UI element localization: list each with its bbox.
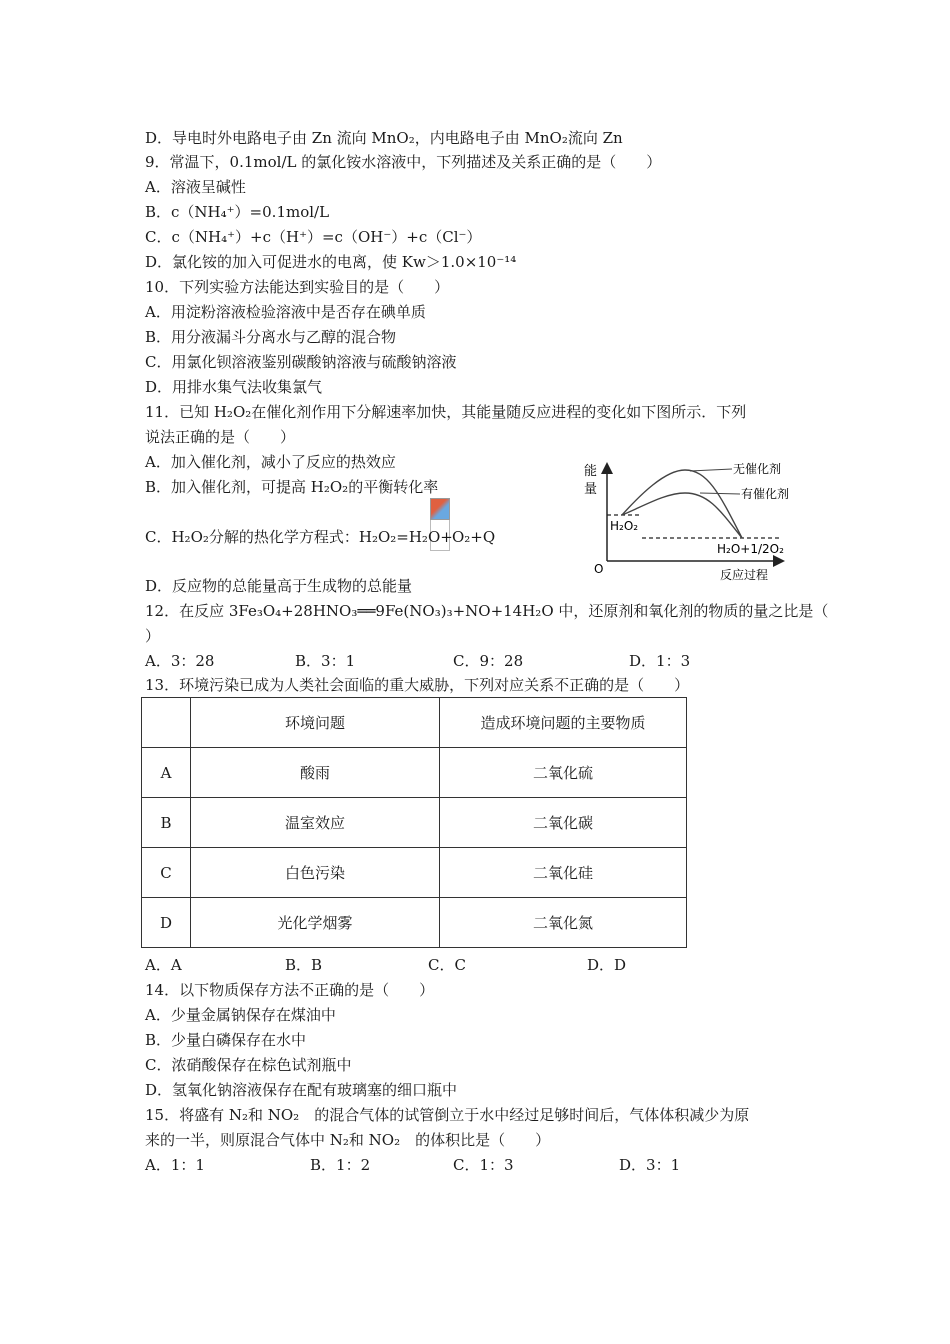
- q15-option-d: D．3：1: [619, 1156, 681, 1174]
- q15-option-a: A．1：1: [145, 1156, 205, 1174]
- q14-option-b: B．少量白磷保存在水中: [145, 1031, 307, 1049]
- q10-option-b: B．用分液漏斗分离水与乙醇的混合物: [145, 328, 397, 346]
- table-cell: A: [142, 748, 191, 798]
- label-with-catalyst: 有催化剂: [741, 487, 790, 501]
- y-axis-label-2: 量: [584, 482, 598, 497]
- q12-option-c: C．9：28: [453, 652, 524, 670]
- q12-option-a: A．3：28: [145, 652, 215, 670]
- q13-option-d: D．D: [587, 956, 627, 974]
- table-row: [142, 848, 687, 898]
- label-pointer-catalyst: [700, 493, 740, 494]
- product-label: H₂O+1/2O₂: [717, 542, 784, 556]
- q9-option-c: C．c（NH₄⁺）+c（H⁺）=c（OH⁻）+c（Cl⁻）: [145, 228, 482, 246]
- q15-stem-line2: 来的一半，则原混合气体中 N₂和 NO₂ 的体积比是（ ）: [145, 1131, 551, 1149]
- table-cell: 二氧化碳: [440, 798, 687, 848]
- q13-option-c: C．C: [428, 956, 466, 974]
- q10-stem: 10．下列实验方法能达到实验目的是（ ）: [145, 278, 450, 296]
- broken-image-icon: [430, 498, 450, 520]
- table-cell: 二氧化硅: [440, 848, 687, 898]
- q14-option-a: A．少量金属钠保存在煤油中: [145, 1006, 336, 1024]
- label-no-catalyst: 无催化剂: [733, 462, 782, 476]
- table-header-cell: [142, 698, 191, 748]
- table-cell: 光化学烟雾: [191, 898, 440, 948]
- table-header-row: [142, 698, 687, 748]
- q8-option-d: D．导电时外电路电子由 Zn 流向 MnO₂，内电路电子由 MnO₂流向 Zn: [145, 129, 623, 147]
- q11-stem-line1: 11．已知 H₂O₂在催化剂作用下分解速率加快，其能量随反应进程的变化如下图所示．下列: [145, 403, 747, 421]
- energy-profile-diagram: [570, 455, 820, 583]
- q11-option-a: A．加入催化剂，减小了反应的热效应: [145, 453, 396, 471]
- q12-stem-line1: 12．在反应 3Fe₃O₄+28HNO₃══9Fe(NO₃)₃+NO+14H₂O 中，还原剂和氧化剂的物质的量之比是（: [145, 602, 829, 620]
- q14-option-c: C．浓硝酸保存在棕色试剂瓶中: [145, 1056, 352, 1074]
- q13-table: [141, 697, 687, 948]
- q12-option-d: D．1：3: [629, 652, 691, 670]
- q15-option-c: C．1：3: [453, 1156, 514, 1174]
- table-header-cell: 环境问题: [191, 698, 440, 748]
- x-axis-label: 反应过程: [720, 568, 769, 582]
- table-row: [142, 798, 687, 848]
- table-row: [142, 898, 687, 948]
- q9-option-d: D．氯化铵的加入可促进水的电离，使 Kw＞1.0×10⁻¹⁴: [145, 253, 517, 271]
- q9-option-a: A．溶液呈碱性: [145, 178, 246, 196]
- q11-option-d: D．反应物的总能量高于生成物的总能量: [145, 577, 413, 595]
- q10-option-a: A．用淀粉溶液检验溶液中是否存在碘单质: [145, 303, 426, 321]
- table-cell: 酸雨: [191, 748, 440, 798]
- q10-option-d: D．用排水集气法收集氯气: [145, 378, 323, 396]
- label-pointer-no-catalyst: [690, 469, 732, 471]
- table-cell: C: [142, 848, 191, 898]
- q14-stem: 14．以下物质保存方法不正确的是（ ）: [145, 981, 435, 999]
- q13-stem: 13．环境污染已成为人类社会面临的重大威胁，下列对应关系不正确的是（ ）: [145, 676, 690, 694]
- q11-option-c-part1: C．H₂O₂分解的热化学方程式：H₂O₂=H₂O+: [145, 528, 453, 546]
- curve-with-catalyst: [622, 493, 742, 538]
- table-cell: 二氧化硫: [440, 748, 687, 798]
- table-row: [142, 748, 687, 798]
- origin-label: O: [594, 562, 604, 576]
- q13-option-b: B．B: [285, 956, 323, 974]
- q9-option-b: B．c（NH₄⁺）=0.1mol/L: [145, 203, 330, 221]
- table-cell: 二氧化氮: [440, 898, 687, 948]
- q15-stem-line1: 15．将盛有 N₂和 NO₂ 的混合气体的试管倒立于水中经过足够时间后，气体体积减少为原: [145, 1106, 750, 1124]
- q13-option-a: A．A: [145, 956, 182, 974]
- q11-option-b: B．加入催化剂，可提高 H₂O₂的平衡转化率: [145, 478, 439, 496]
- table-cell: 温室效应: [191, 798, 440, 848]
- q11-stem-line2: 说法正确的是（ ）: [145, 428, 296, 446]
- q14-option-d: D．氢氧化钠溶液保存在配有玻璃塞的细口瓶中: [145, 1081, 458, 1099]
- reactant-label: H₂O₂: [610, 519, 639, 533]
- q10-option-c: C．用氯化钡溶液鉴别碳酸钠溶液与硫酸钠溶液: [145, 353, 457, 371]
- curve-no-catalyst: [622, 470, 742, 538]
- q12-option-b: B．3：1: [295, 652, 356, 670]
- table-cell: B: [142, 798, 191, 848]
- q15-option-b: B．1：2: [310, 1156, 371, 1174]
- table-cell: 白色污染: [191, 848, 440, 898]
- table-header-cell: 造成环境问题的主要物质: [440, 698, 687, 748]
- q12-stem-line2: ）: [145, 627, 161, 645]
- q11-option-c-part2: O₂+Q: [452, 528, 496, 546]
- table-cell: D: [142, 898, 191, 948]
- q9-stem: 9．常温下，0.1mol/L 的氯化铵水溶液中，下列描述及关系正确的是（ ）: [145, 153, 662, 171]
- y-axis-label-1: 能: [584, 464, 598, 479]
